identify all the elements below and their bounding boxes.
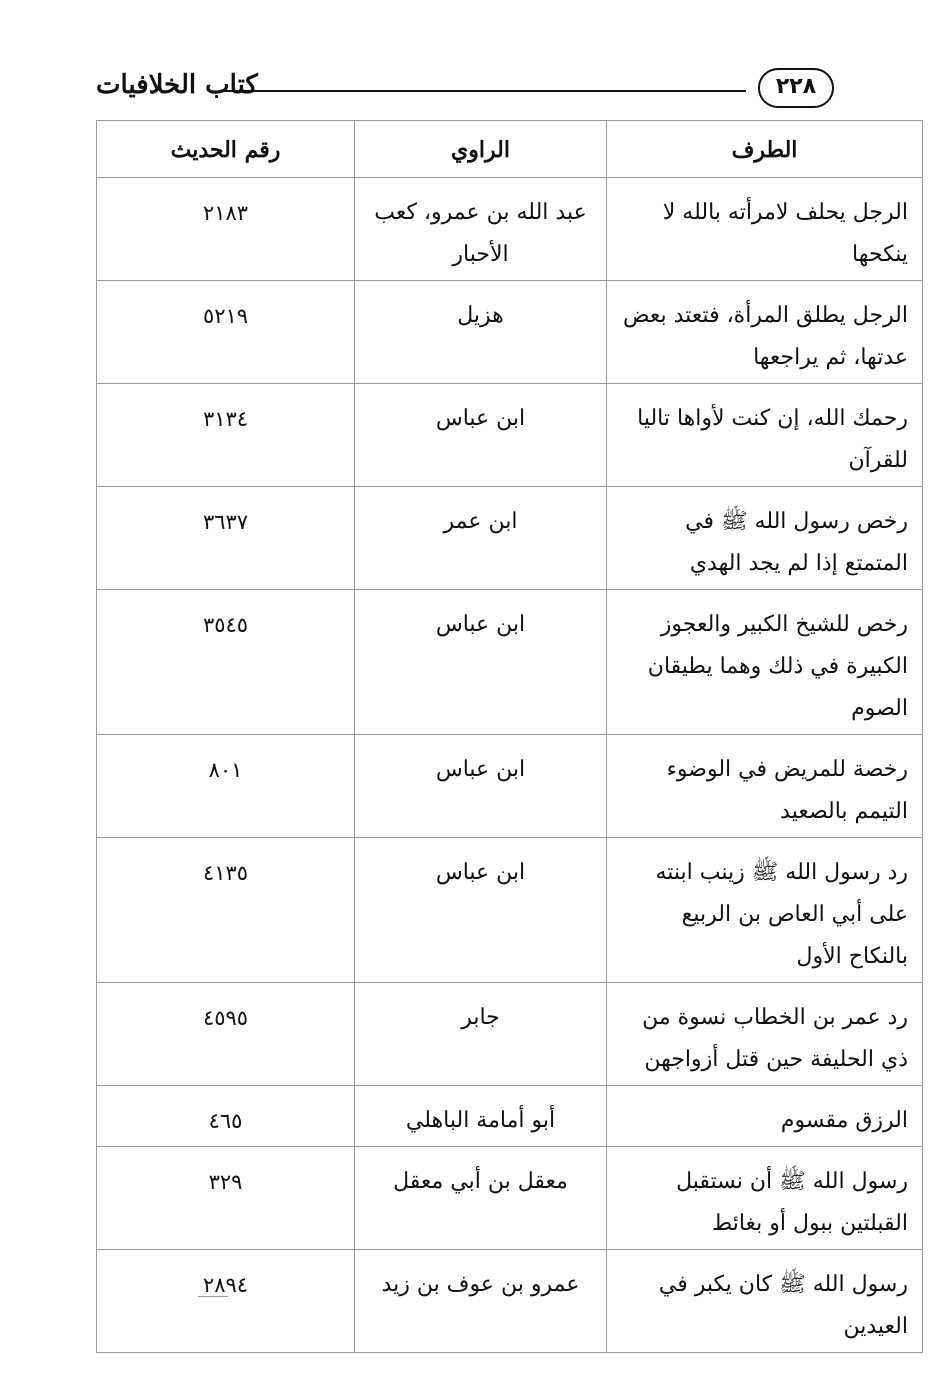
cell-number: ٤٦٥ [97,1086,355,1147]
cell-taraf: رد رسول الله ﷺ زينب ابنته على أبي العاص بن الربيع بالنكاح الأول [607,838,923,983]
cell-rawi: هزيل [355,281,607,384]
cell-rawi: أبو أمامة الباهلي [355,1086,607,1147]
cell-rawi: ابن عباس [355,735,607,838]
cell-number: ٤١٣٥ [97,838,355,983]
table-row [97,1147,923,1250]
cell-taraf: رخص رسول الله ﷺ في المتمتع إذا لم يجد الهدي [607,487,923,590]
cell-taraf: رخص للشيخ الكبير والعجوز الكبيرة في ذلك وهما يطيقان الصوم [607,590,923,735]
table-row [97,1250,923,1353]
table-row [97,384,923,487]
table-row [97,590,923,735]
cell-rawi: عمرو بن عوف بن زيد [355,1250,607,1353]
header-row [97,121,923,178]
cell-taraf: رحمك الله، إن كنت لأواها تاليا للقرآن [607,384,923,487]
table-row [97,487,923,590]
column-header-taraf: الطرف [607,121,923,178]
cell-taraf: الرجل يحلف لامرأته بالله لا ينكحها [607,178,923,281]
table-row [97,983,923,1086]
cell-rawi: ابن عباس [355,838,607,983]
footer-mark [198,1296,228,1297]
cell-taraf: رسول الله ﷺ أن نستقبل القبلتين ببول أو بغائط [607,1147,923,1250]
table-row [97,838,923,983]
table-head [97,121,923,178]
cell-number: ٨٠١ [97,735,355,838]
cell-number: ٣٢٩ [97,1147,355,1250]
cell-rawi: ابن عباس [355,590,607,735]
cell-taraf: الرجل يطلق المرأة، فتعتد بعض عدتها، ثم يراجعها [607,281,923,384]
cell-number: ٤٥٩٥ [97,983,355,1086]
table-row [97,178,923,281]
hadith-index-table [96,120,923,1353]
page-number: ٢٢٨ [758,68,834,108]
cell-rawi: عبد الله بن عمرو، كعب الأحبار [355,178,607,281]
table-row [97,1086,923,1147]
table-row [97,281,923,384]
cell-rawi: معقل بن أبي معقل [355,1147,607,1250]
book-title: كتاب الخلافيات [96,70,258,100]
cell-number: ٥٢١٩ [97,281,355,384]
table-row [97,735,923,838]
table-body [97,178,923,1353]
cell-taraf: رخصة للمريض في الوضوء التيمم بالصعيد [607,735,923,838]
cell-number: ٢١٨٣ [97,178,355,281]
cell-taraf: رسول الله ﷺ كان يكبر في العيدين [607,1250,923,1353]
column-header-rawi: الراوي [355,121,607,178]
cell-number: ٢٨٩٤ [97,1250,355,1353]
column-header-number: رقم الحديث [97,121,355,178]
cell-taraf: رد عمر بن الخطاب نسوة من ذي الحليفة حين قتل أزواجهن [607,983,923,1086]
cell-rawi: ابن عباس [355,384,607,487]
cell-rawi: جابر [355,983,607,1086]
header-rule [222,90,746,92]
page-header [96,68,836,114]
cell-taraf: الرزق مقسوم [607,1086,923,1147]
cell-rawi: ابن عمر [355,487,607,590]
cell-number: ٣١٣٤ [97,384,355,487]
cell-number: ٣٥٤٥ [97,590,355,735]
cell-number: ٣٦٣٧ [97,487,355,590]
